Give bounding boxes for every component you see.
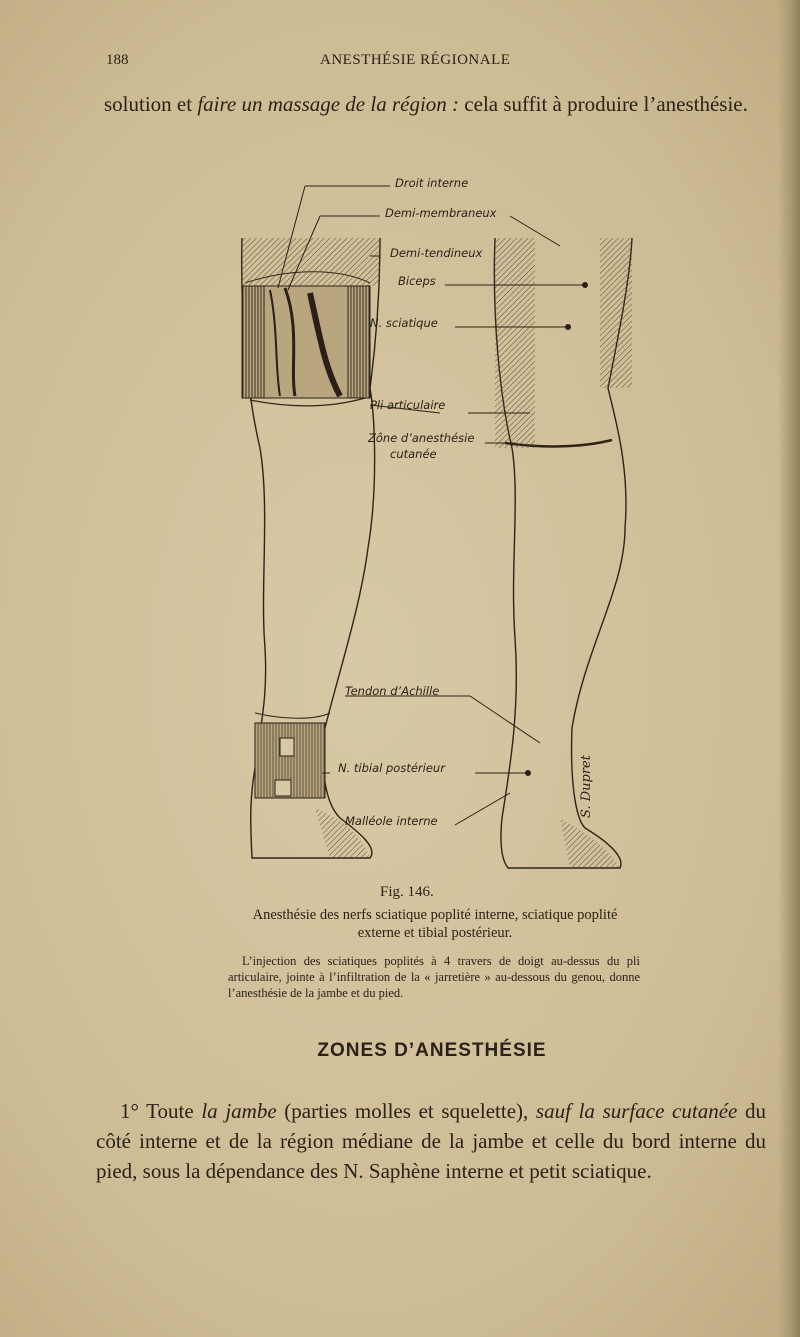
body-text-1: 1° Toute [120,1099,202,1123]
label-tendon-achille: Tendon d’Achille [345,684,440,698]
signature-mark: S. Dupret [579,755,594,818]
label-malleole: Malléole interne [345,814,438,828]
body-text-italic-1: la jambe [201,1099,277,1123]
running-title: ANESTHÉSIE RÉGIONALE [320,52,511,68]
intro-text-1: solution et [104,92,198,116]
intro-text-2: cela suffit à produire l’anesthésie. [459,92,748,116]
label-pli-articulaire: Pli articulaire [370,398,446,412]
section-heading: ZONES D’ANESTHÉSIE [317,1040,547,1061]
ankle-dissection [255,723,325,798]
label-zone-cutanee: cutanée [390,447,437,461]
figure-caption: Anesthésie des nerfs sciatique poplité interne, sciatique poplité externe et tibial postérieur. [252,907,618,941]
label-demi-membraneux: Demi-membraneux [385,206,497,220]
label-n-tibial: N. tibial postérieur [338,761,445,775]
anatomical-figure [230,168,650,878]
body-paragraph [96,1096,766,1186]
label-biceps: Biceps [398,274,436,288]
label-demi-tendineux: Demi-tendineux [390,246,483,260]
body-text-italic-2: sauf la surface cutanée [535,1099,738,1123]
body-text-3: du côté interne et de la région médiane de la jambe et celle du bord interne du pied, sous la dépendance des N. Saphène interne et petit sciatique. [96,1099,766,1183]
body-text-2: (parties molles et squelette), [276,1099,536,1123]
label-n-sciatique: N. sciatique [370,316,438,330]
label-zone-anesthesie: Zône d’anesthésie [368,431,475,445]
label-droit-interne: Droit interne [395,176,469,190]
page-number: 188 [106,52,129,68]
figure-number: Fig. 146. [380,884,434,900]
intro-paragraph [104,90,764,118]
figure-note: L’injection des sciatiques poplités à 4 travers de doigt au-dessus du pli articulaire, jointe à l’infiltration de la « jarretière » au-dessous du genou, donne l’anesthésie de la jambe et du pied. [228,954,640,1000]
popliteal-dissection [242,238,380,398]
intro-text-italic: faire un massage de la région : [197,92,460,116]
page-gutter-shadow [778,0,800,1337]
